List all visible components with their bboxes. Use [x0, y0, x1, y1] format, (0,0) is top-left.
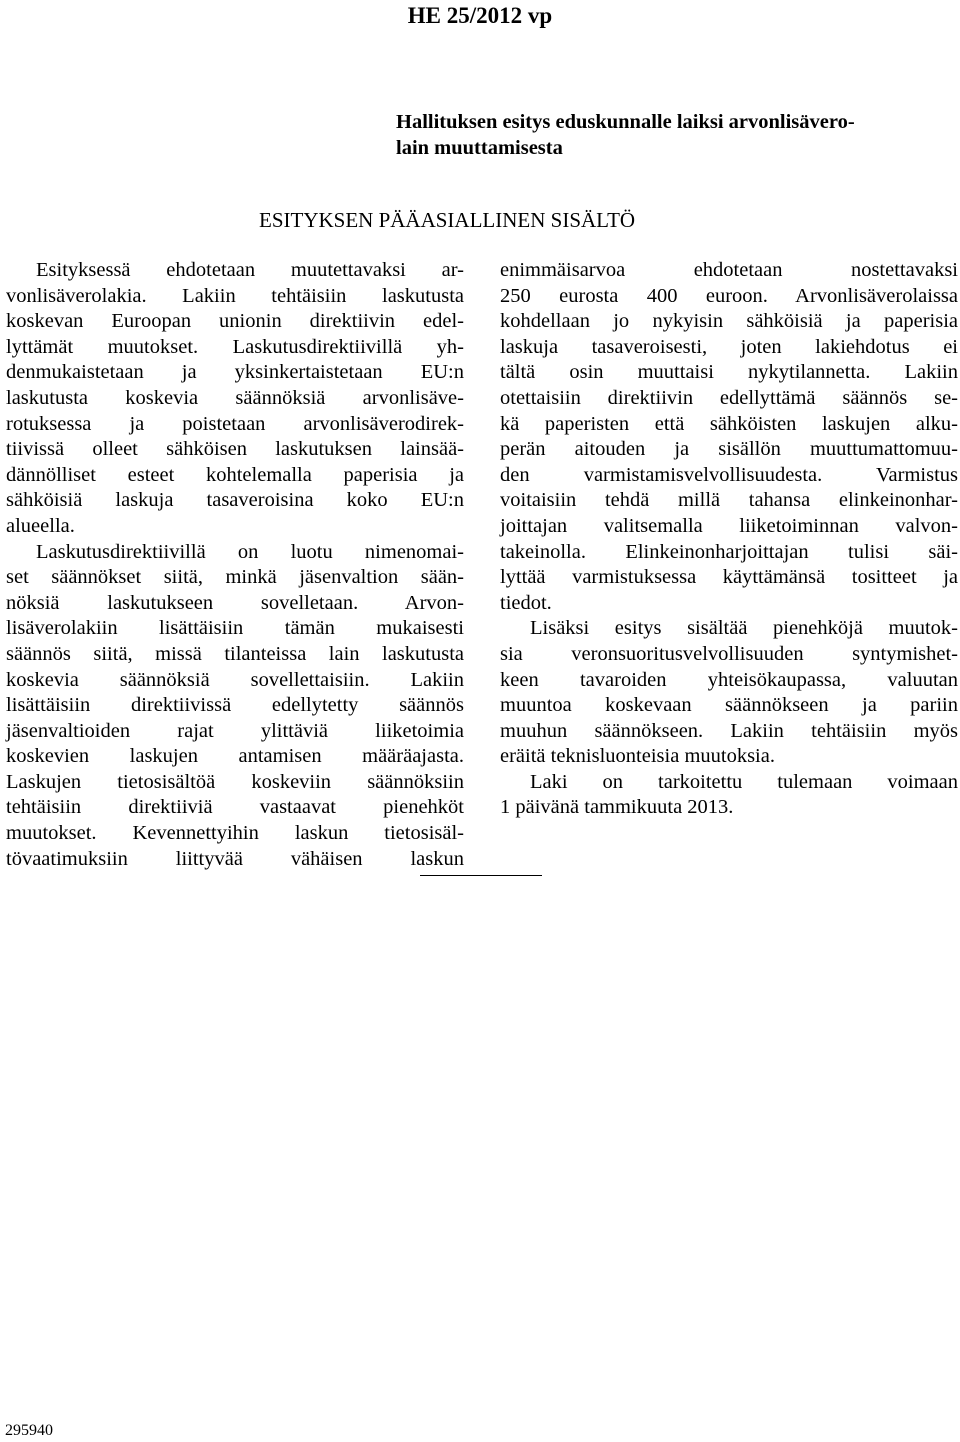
text-line: joittajan valitsemalla liiketoiminnan valvon- — [500, 514, 958, 537]
bill-title-line: lain muuttamisesta — [396, 137, 563, 159]
text-line: koskevia säännöksiä sovellettaisiin. Lakiin — [6, 668, 464, 691]
section-heading: ESITYKSEN PÄÄASIALLINEN SISÄLTÖ — [259, 208, 636, 232]
text-line: jäsenvaltioiden rajat ylittäviä liiketoimia — [6, 719, 464, 742]
text-line: laskuja tasaveroisesti, joten lakiehdotus ei — [500, 335, 958, 358]
text-line: Laki on tarkoitettu tulemaan voimaan — [530, 770, 958, 793]
text-line: tältä osin muuttaisi nykytilannetta. Lakiin — [500, 361, 958, 384]
right-column — [500, 258, 958, 821]
text-line: sähköisiä laskuja tasaveroisina koko EU:n — [6, 489, 464, 512]
text-line: lisäverolakiin lisättäisiin tämän mukaisesti — [6, 617, 464, 640]
text-line: den varmistamisvelvollisuudesta. Varmistus — [500, 463, 958, 486]
text-line: koskevien laskujen antamisen määräajasta. — [6, 745, 464, 768]
text-line: muutokset. Kevennettyihin laskun tietosisäl- — [6, 822, 464, 845]
text-line: säännös siitä, missä tilanteissa lain laskutusta — [6, 642, 464, 665]
text-line: lyttää varmistuksessa käyttämänsä tositteet ja — [500, 566, 958, 589]
text-line: sia veronsuoritusvelvollisuuden syntymishet- — [500, 642, 958, 665]
text-line: tiivissä olleet sähköisen laskutuksen lainsää- — [6, 438, 464, 461]
text-line: vonlisäverolakia. Lakiin tehtäisiin laskutusta — [6, 284, 464, 307]
text-line: nöksiä laskutukseen sovelletaan. Arvon- — [6, 591, 464, 614]
text-line: 250 eurosta 400 euroon. Arvonlisäverolaissa — [500, 284, 958, 307]
text-line: kä paperisten että sähköisten laskujen alku- — [500, 412, 958, 435]
text-line: 1 päivänä tammikuuta 2013. — [500, 796, 734, 819]
text-line: kohdellaan jo nykyisin sähköisiä ja paperisia — [500, 310, 958, 333]
text-line: set säännökset siitä, minkä jäsenvaltion sään- — [6, 566, 464, 589]
bill-title — [396, 109, 960, 161]
text-line: eräitä teknisluonteisia muutoksia. — [500, 745, 775, 768]
text-line: denmukaistetaan ja yksinkertaistetaan EU:n — [6, 361, 464, 384]
text-line: keen tavaroiden yhteisökaupassa, valuutan — [500, 668, 958, 691]
separator-line — [420, 875, 542, 876]
text-line: laskutusta koskevia säännöksiä arvonlisäve- — [6, 386, 464, 409]
text-line: tövaatimuksiin liittyvää vähäisen laskun — [6, 847, 464, 870]
page-code: 295940 — [5, 1422, 53, 1439]
text-line: Esityksessä ehdotetaan muutettavaksi ar- — [36, 259, 464, 281]
left-column — [6, 258, 464, 872]
text-line: Laskujen tietosisältöä koskeviin säännöksiin — [6, 770, 464, 793]
text-line: koskevan Euroopan unionin direktiivin edel- — [6, 310, 464, 333]
text-line: perän aitouden ja sisällön muuttumattomuu- — [500, 438, 958, 461]
text-line: dännölliset esteet kohtelemalla paperisia ja — [6, 463, 464, 486]
text-line: rotuksessa ja poistetaan arvonlisäverodirek- — [6, 412, 464, 435]
text-line: lyttämät muutokset. Laskutusdirektiivillä yh- — [6, 335, 464, 358]
text-line: tiedot. — [500, 591, 552, 614]
bill-title-line: Hallituksen esitys eduskunnalle laiksi arvonlisävero- — [396, 111, 855, 133]
document-id: HE 25/2012 vp — [407, 3, 553, 28]
text-line: voitaisiin tehdä millä tahansa elinkeinonhar- — [500, 489, 958, 512]
text-line: alueella. — [6, 514, 75, 537]
text-line: tehtäisiin direktiiviä vastaavat pienehköt — [6, 796, 464, 819]
text-line: Laskutusdirektiivillä on luotu nimenomai- — [36, 540, 464, 563]
text-line: lisättäisiin direktiivissä edellytetty säännös — [6, 694, 464, 717]
text-line: Lisäksi esitys sisältää pienehköjä muutok- — [530, 617, 958, 640]
text-line: muuntoa koskevaan säännökseen ja pariin — [500, 694, 958, 717]
text-line: takeinolla. Elinkeinonharjoittajan tulisi säi- — [500, 540, 958, 563]
text-line: muuhun säännökseen. Lakiin tehtäisiin myös — [500, 719, 958, 742]
text-line: enimmäisarvoa ehdotetaan nostettavaksi — [500, 259, 958, 281]
text-line: otettaisiin direktiivin edellyttämä säännös se- — [500, 386, 958, 409]
